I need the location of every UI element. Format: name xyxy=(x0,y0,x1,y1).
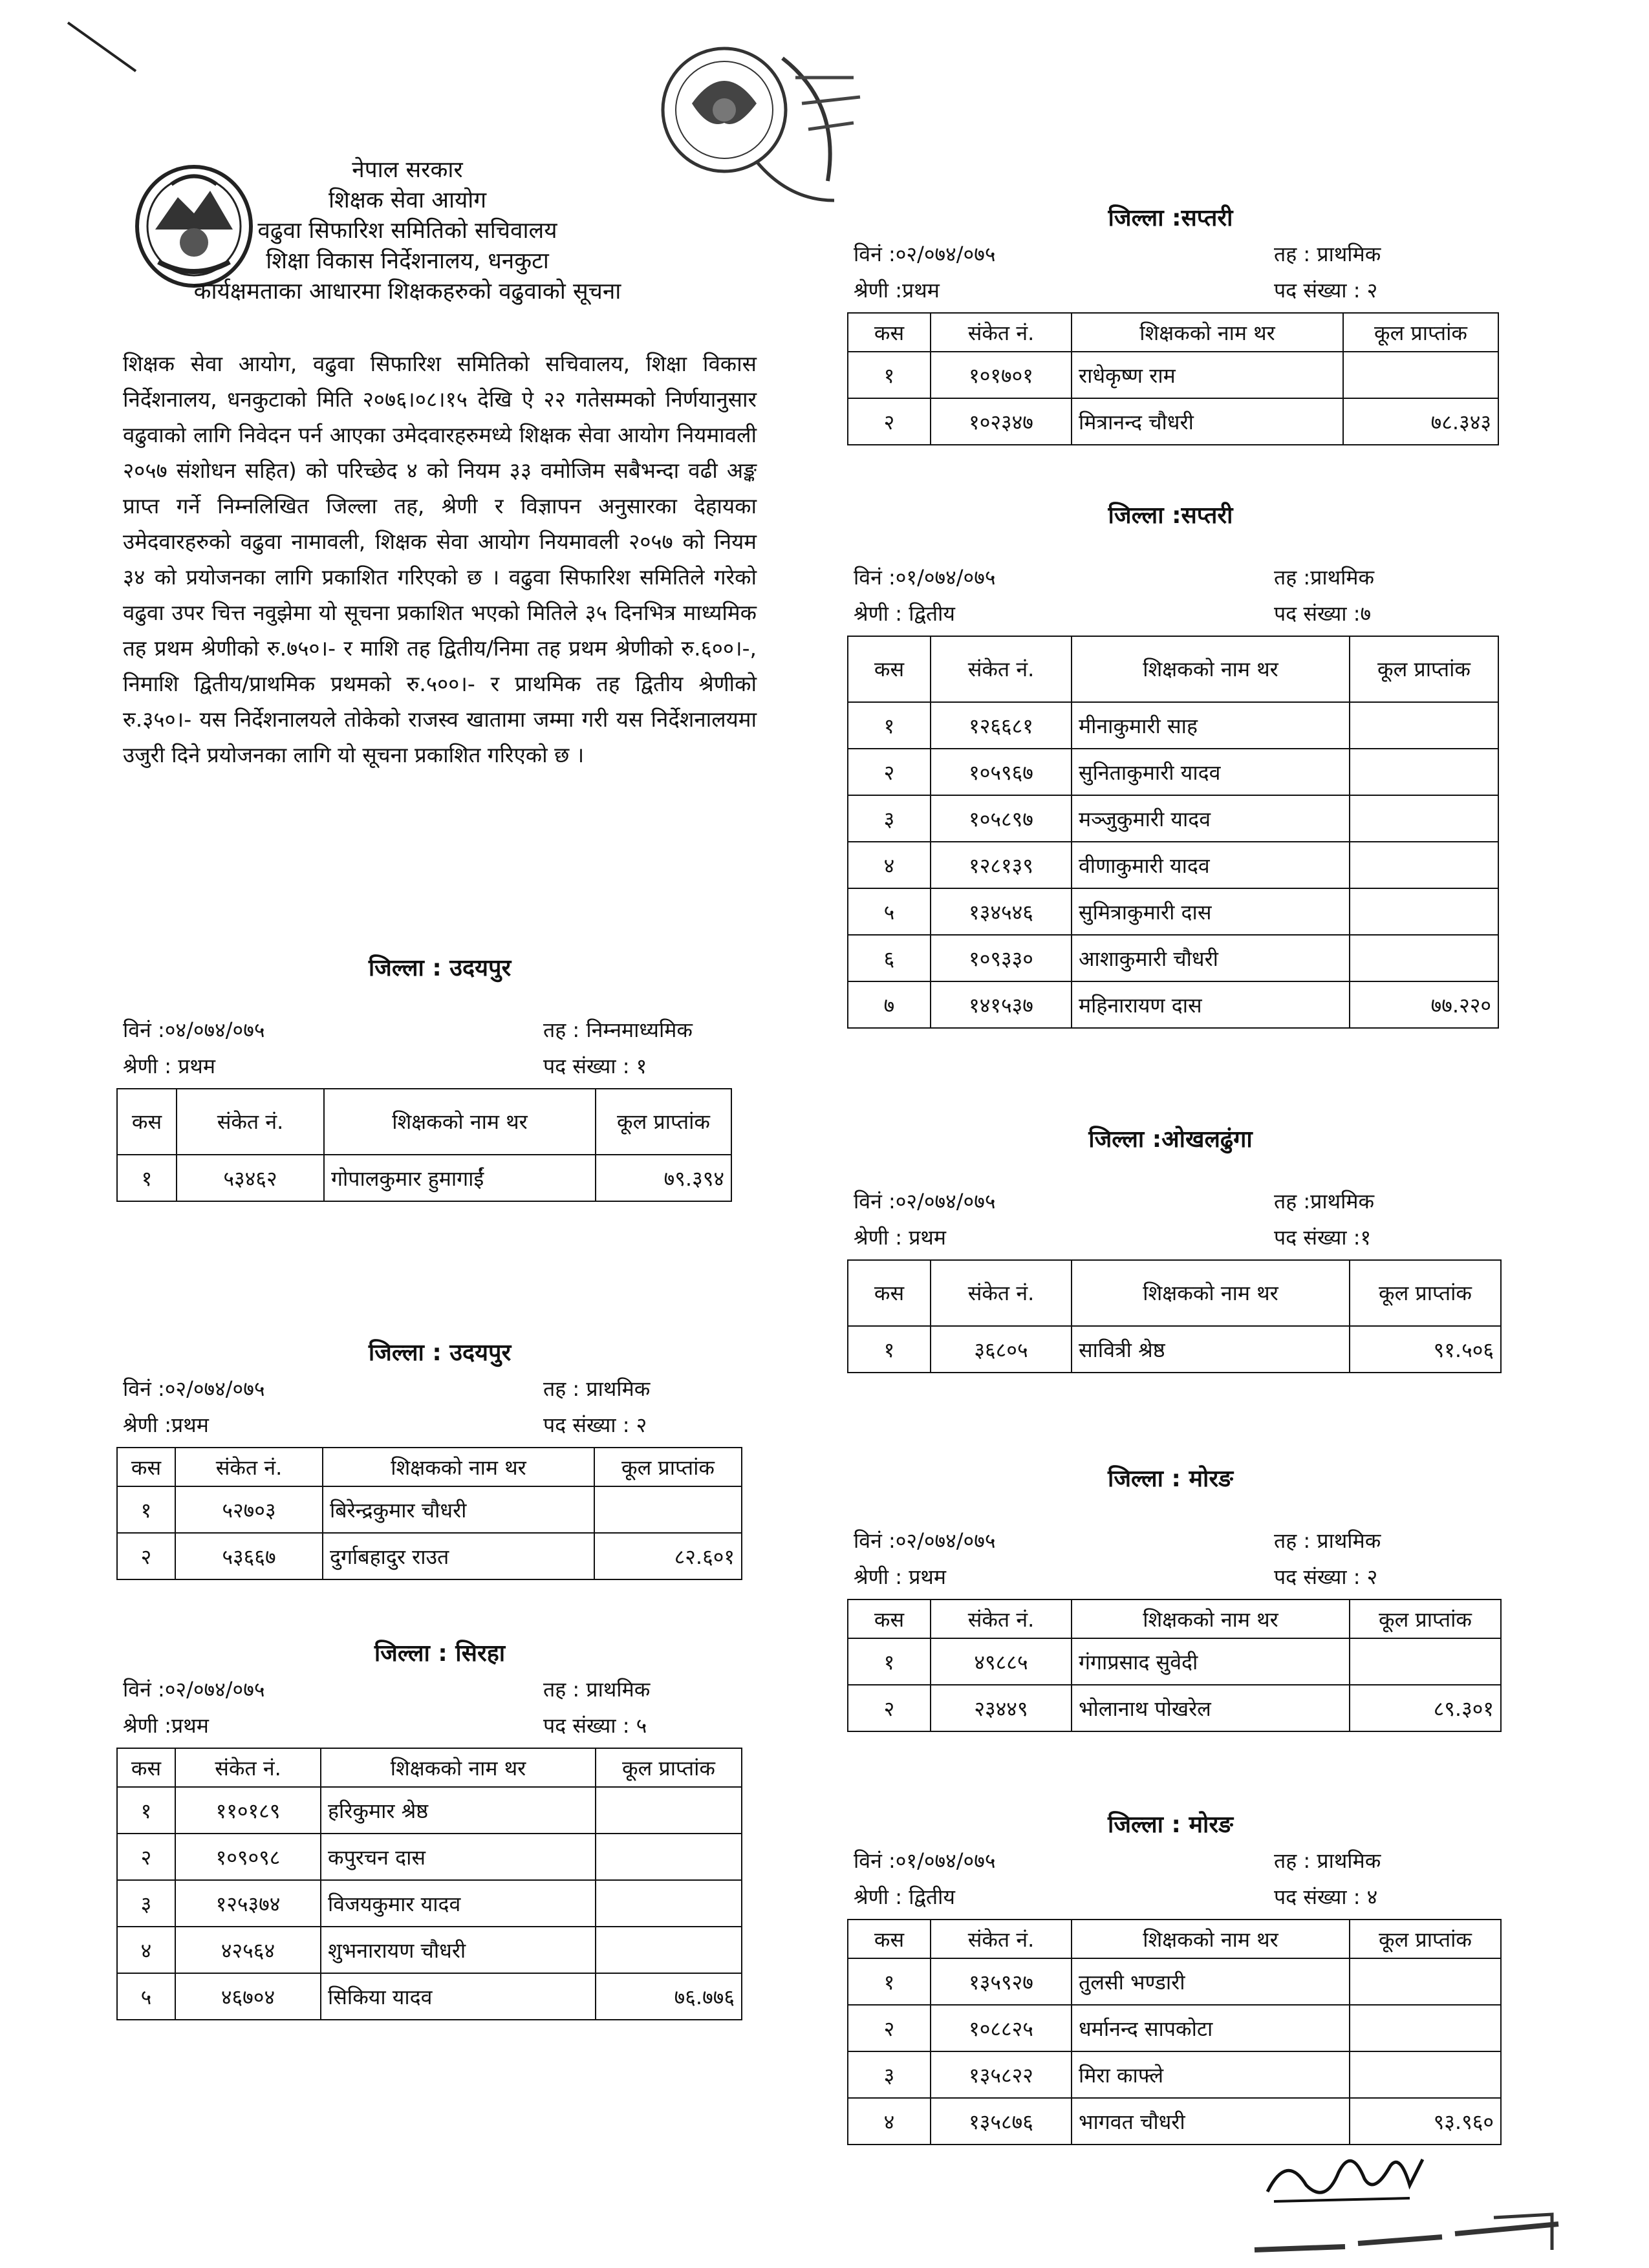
score-cell xyxy=(1350,2051,1501,2098)
serial-cell: २ xyxy=(117,1834,175,1880)
post-count: पद संख्या : २ xyxy=(1274,278,1378,303)
column-header-name: शिक्षकको नाम थर xyxy=(321,1748,596,1787)
table-row xyxy=(117,1973,742,2020)
score-cell xyxy=(596,1787,742,1834)
header-line-directorate: शिक्षा विकास निर्देशनालय, धनकुटा xyxy=(266,248,549,274)
code-cell: १३५८२२ xyxy=(931,2051,1072,2098)
post-count: पद संख्या :१ xyxy=(1274,1225,1372,1250)
table-row xyxy=(848,935,1498,981)
column-header-code: संकेत नं. xyxy=(175,1748,321,1787)
serial-cell: १ xyxy=(117,1155,177,1201)
promotion-table xyxy=(847,312,1499,445)
score-cell: ९१.५०६ xyxy=(1350,1326,1501,1373)
code-cell: १०५९६७ xyxy=(931,749,1072,795)
block-meta-row xyxy=(847,1843,1494,1879)
advert-number: विनं :०२/०७४/०७५ xyxy=(854,1189,996,1214)
header-line-government: नेपाल सरकार xyxy=(352,157,463,183)
score-cell xyxy=(596,1927,742,1973)
serial-cell: ७ xyxy=(848,981,931,1028)
table-header-row xyxy=(848,1599,1501,1638)
column-header-code: संकेत नं. xyxy=(931,1920,1072,1958)
column-header-code: संकेत नं. xyxy=(177,1089,324,1155)
serial-cell: २ xyxy=(848,398,931,445)
serial-cell: ५ xyxy=(117,1973,175,2020)
table-row xyxy=(848,795,1498,842)
table-row xyxy=(117,1927,742,1973)
column-header-score: कूल प्राप्तांक xyxy=(1350,1260,1501,1326)
table-row xyxy=(848,749,1498,795)
promotion-table xyxy=(116,1748,742,2020)
column-header-name: शिक्षकको नाम थर xyxy=(1072,636,1350,702)
table-row xyxy=(848,1326,1501,1373)
code-cell: १०२३४७ xyxy=(931,398,1072,445)
name-cell: महिनारायण दास xyxy=(1072,981,1350,1028)
table-row xyxy=(848,2051,1501,2098)
code-cell: १४१५३७ xyxy=(931,981,1072,1028)
level-label: तह : निम्नमाध्यमिक xyxy=(543,1018,693,1042)
serial-cell: ६ xyxy=(848,935,931,981)
level-label: तह : प्राथमिक xyxy=(1274,1848,1381,1873)
name-cell: भागवत चौधरी xyxy=(1072,2098,1350,2145)
score-cell xyxy=(1350,935,1498,981)
block-meta-row xyxy=(847,272,1494,308)
serial-cell: ४ xyxy=(848,2098,931,2145)
name-cell: सुमित्राकुमारी दास xyxy=(1072,888,1350,935)
block-meta-row xyxy=(847,1559,1494,1595)
column-header-name: शिक्षकको नाम थर xyxy=(324,1089,596,1155)
level-label: तह : प्राथमिक xyxy=(1274,242,1381,266)
post-count: पद संख्या :७ xyxy=(1274,601,1372,626)
block-meta-row xyxy=(847,1219,1494,1256)
code-cell: १३४५४६ xyxy=(931,888,1072,935)
table-row xyxy=(848,2005,1501,2051)
promotion-table xyxy=(116,1447,742,1580)
code-cell: १२५३७४ xyxy=(175,1880,321,1927)
name-cell: तुलसी भण्डारी xyxy=(1072,1958,1350,2005)
code-cell: ३६८०५ xyxy=(931,1326,1072,1373)
score-cell xyxy=(596,1880,742,1927)
district-block xyxy=(847,1461,1494,1732)
block-meta-row xyxy=(116,1048,763,1084)
column-header-code: संकेत नं. xyxy=(931,1260,1072,1326)
district-heading: जिल्ला : उदयपुर xyxy=(368,955,512,981)
serial-cell: ३ xyxy=(848,795,931,842)
code-cell: १०८८२५ xyxy=(931,2005,1072,2051)
block-meta-row xyxy=(847,595,1494,632)
column-header-score: कूल प्राप्तांक xyxy=(1350,1920,1501,1958)
table-header-row xyxy=(848,1920,1501,1958)
score-cell: ७७.२२० xyxy=(1350,981,1498,1028)
advert-number: विनं :०२/०७४/०७५ xyxy=(123,1677,265,1702)
score-cell: ७९.३९४ xyxy=(596,1155,731,1201)
block-meta-row xyxy=(847,1523,1494,1559)
district-heading: जिल्ला : सिरहा xyxy=(374,1640,506,1667)
block-meta-row xyxy=(116,1407,763,1443)
level-label: तह : प्राथमिक xyxy=(1274,1528,1381,1553)
serial-cell: १ xyxy=(117,1787,175,1834)
name-cell: सावित्री श्रेष्ठ xyxy=(1072,1326,1350,1373)
serial-cell: २ xyxy=(848,1685,931,1731)
serial-cell: ३ xyxy=(117,1880,175,1927)
column-header-score: कूल प्राप्तांक xyxy=(594,1448,742,1486)
column-header-serial: कस xyxy=(848,1920,931,1958)
table-row xyxy=(848,888,1498,935)
district-heading: जिल्ला : उदयपुर xyxy=(368,1340,512,1366)
code-cell: १२८१३९ xyxy=(931,842,1072,888)
table-row xyxy=(117,1787,742,1834)
code-cell: १०१७०१ xyxy=(931,352,1072,398)
score-cell xyxy=(596,1834,742,1880)
score-cell xyxy=(1343,352,1498,398)
table-header-row xyxy=(848,636,1498,702)
table-row xyxy=(848,702,1498,749)
column-header-name: शिक्षकको नाम थर xyxy=(1072,1599,1350,1638)
code-cell: ५३६६७ xyxy=(175,1533,323,1579)
district-block xyxy=(847,498,1494,1029)
column-header-serial: कस xyxy=(117,1089,177,1155)
name-cell: हरिकुमार श्रेष्ठ xyxy=(321,1787,596,1834)
grade-label: श्रेणी : प्रथम xyxy=(854,1225,946,1250)
column-header-name: शिक्षकको नाम थर xyxy=(1072,313,1343,352)
district-heading: जिल्ला : मोरङ xyxy=(1108,1812,1233,1838)
name-cell: मञ्जुकुमारी यादव xyxy=(1072,795,1350,842)
grade-label: श्रेणी : प्रथम xyxy=(123,1054,215,1078)
level-label: तह : प्राथमिक xyxy=(543,1677,651,1702)
column-header-name: शिक्षकको नाम थर xyxy=(1072,1260,1350,1326)
score-cell xyxy=(1350,702,1498,749)
advert-number: विनं :०२/०७४/०७५ xyxy=(854,242,996,266)
score-cell xyxy=(1350,1958,1501,2005)
score-cell xyxy=(1350,795,1498,842)
score-cell xyxy=(1350,749,1498,795)
name-cell: शुभनारायण चौधरी xyxy=(321,1927,596,1973)
code-cell: ४२५६४ xyxy=(175,1927,321,1973)
grade-label: श्रेणी : द्वितीय xyxy=(854,601,955,626)
block-meta-row xyxy=(116,1671,763,1707)
block-meta-row xyxy=(116,1371,763,1407)
column-header-score: कूल प्राप्तांक xyxy=(596,1748,742,1787)
grade-label: श्रेणी :प्रथम xyxy=(123,1413,209,1437)
table-row xyxy=(848,352,1498,398)
district-block xyxy=(847,1122,1494,1373)
score-cell: ८२.६०१ xyxy=(594,1533,742,1579)
name-cell: मीनाकुमारी साह xyxy=(1072,702,1350,749)
serial-cell: १ xyxy=(848,702,931,749)
table-header-row xyxy=(117,1089,731,1155)
header xyxy=(116,155,698,307)
column-header-score: कूल प्राप्तांक xyxy=(1350,636,1498,702)
column-header-serial: कस xyxy=(848,1599,931,1638)
district-heading: जिल्ला :ओखलढुंगा xyxy=(1088,1126,1253,1153)
table-row xyxy=(848,1958,1501,2005)
block-meta-row xyxy=(847,1879,1494,1915)
column-header-name: शिक्षकको नाम थर xyxy=(1072,1920,1350,1958)
code-cell: १३५९२७ xyxy=(931,1958,1072,2005)
table-header-row xyxy=(848,1260,1501,1326)
advert-number: विनं :०४/०७४/०७५ xyxy=(123,1018,265,1042)
bottom-stamp xyxy=(1248,2211,1571,2263)
grade-label: श्रेणी :प्रथम xyxy=(854,278,940,303)
score-cell: ८९.३०१ xyxy=(1350,1685,1501,1731)
column-header-score: कूल प्राप्तांक xyxy=(596,1089,731,1155)
name-cell: मिरा काफ्ले xyxy=(1072,2051,1350,2098)
district-block xyxy=(847,200,1494,445)
district-heading: जिल्ला : मोरङ xyxy=(1108,1466,1233,1492)
score-cell: ७६.७७६ xyxy=(596,1973,742,2020)
code-cell: ११०१८९ xyxy=(175,1787,321,1834)
block-meta-row xyxy=(847,1183,1494,1219)
name-cell: विजयकुमार यादव xyxy=(321,1880,596,1927)
grade-label: श्रेणी : द्वितीय xyxy=(854,1885,955,1909)
code-cell: १०५८९७ xyxy=(931,795,1072,842)
score-cell: ७८.३४३ xyxy=(1343,398,1498,445)
advert-number: विनं :०१/०७४/०७५ xyxy=(854,565,996,590)
column-header-code: संकेत नं. xyxy=(931,1599,1072,1638)
table-row xyxy=(848,398,1498,445)
level-label: तह : प्राथमिक xyxy=(543,1376,651,1401)
table-header-row xyxy=(117,1748,742,1787)
table-row xyxy=(117,1880,742,1927)
name-cell: सुनिताकुमारी यादव xyxy=(1072,749,1350,795)
district-block xyxy=(116,1636,763,2020)
name-cell: धर्मानन्द सापकोटा xyxy=(1072,2005,1350,2051)
name-cell: वीणाकुमारी यादव xyxy=(1072,842,1350,888)
column-header-code: संकेत नं. xyxy=(931,313,1072,352)
column-header-code: संकेत नं. xyxy=(931,636,1072,702)
advert-number: विनं :०२/०७४/०७५ xyxy=(854,1528,996,1553)
serial-cell: २ xyxy=(848,749,931,795)
code-cell: ५२७०३ xyxy=(175,1486,323,1533)
post-count: पद संख्या : ४ xyxy=(1274,1885,1378,1909)
block-meta-row xyxy=(116,1707,763,1744)
code-cell: २३४४९ xyxy=(931,1685,1072,1731)
code-cell: १०९०९८ xyxy=(175,1834,321,1880)
column-header-serial: कस xyxy=(848,636,931,702)
advert-number: विनं :०१/०७४/०७५ xyxy=(854,1848,996,1873)
code-cell: १०९३३० xyxy=(931,935,1072,981)
column-header-serial: कस xyxy=(848,1260,931,1326)
serial-cell: २ xyxy=(117,1533,175,1579)
column-header-serial: कस xyxy=(117,1448,175,1486)
block-meta-row xyxy=(116,1012,763,1048)
column-header-serial: कस xyxy=(848,313,931,352)
code-cell: ४६७०४ xyxy=(175,1973,321,2020)
post-count: पद संख्या : २ xyxy=(543,1413,647,1437)
name-cell: सिकिया यादव xyxy=(321,1973,596,2020)
level-label: तह :प्राथमिक xyxy=(1274,565,1375,590)
column-header-serial: कस xyxy=(117,1748,175,1787)
advert-number: विनं :०२/०७४/०७५ xyxy=(123,1376,265,1401)
serial-cell: ५ xyxy=(848,888,931,935)
code-cell: १२६६८१ xyxy=(931,702,1072,749)
name-cell: बिरेन्द्रकुमार चौधरी xyxy=(323,1486,594,1533)
notice-paragraph: शिक्षक सेवा आयोग, वढुवा सिफारिश समितिको सचिवालय, शिक्षा विकास निर्देशनालय, धनकुटाको मिति २०७६।०८।१५ देखि ऐ २२ गतेसम्मको निर्णयानुसार वढुवाको लागि निवेदन पर्न आएका उमेदवारहरुमध्ये शिक्षक सेवा आयोग नियमावली २०५७ संशोधन सहित) को परिच्छेद ४ को नियम ३३ वमोजिम सबैभन्दा वढी अङ्क प्राप्त गर्ने निम्नलिखित जिल्ला तह, श्रेणी र विज्ञापन अनुसारका देहायका उमेदवारहरुको वढुवा नामावली, शिक्षक सेवा आयोग नियमावली २०५७ को नियम ३४ को प्रयोजनका लागि प्रकाशित गरिएको छ । वढुवा सिफारिश समितिले गरेको वढुवा उपर चित्त नवुझेमा यो सूचना प्रकाशित भएको मितिले ३५ दिनभित्र माध्यमिक तह प्रथम श्रेणीको रु.७५०।- र माशि तह द्वितीय/निमा तह प्रथम श्रेणीको रु.६००।-, निमाशि द्वितीय/प्राथमिक प्रथमको रु.५००।- र प्राथमिक तह द्वितीय श्रेणीको रु.३५०।- यस निर्देशनालयले तोकेको राजस्व खातामा जम्मा गरी यस निर्देशनालयमा उजुरी दिने प्रयोजनका लागि यो सूचना प्रकाशित गरिएको छ । xyxy=(123,351,757,767)
name-cell: कपुरचन दास xyxy=(321,1834,596,1880)
post-count: पद संख्या : २ xyxy=(1274,1565,1378,1589)
district-heading: जिल्ला :सप्तरी xyxy=(1108,502,1233,529)
table-row xyxy=(117,1834,742,1880)
district-heading: जिल्ला :सप्तरी xyxy=(1108,205,1233,231)
score-cell xyxy=(1350,1638,1501,1685)
table-row xyxy=(117,1486,742,1533)
name-cell: भोलानाथ पोखरेल xyxy=(1072,1685,1350,1731)
header-line-secretariat: वढुवा सिफारिश समितिको सचिवालय xyxy=(257,218,557,244)
promotion-table xyxy=(116,1088,732,1202)
table-row xyxy=(848,1685,1501,1731)
code-cell: ५३४६२ xyxy=(177,1155,324,1201)
grade-label: श्रेणी :प्रथम xyxy=(123,1713,209,1738)
serial-cell: २ xyxy=(848,2005,931,2051)
header-line-notice-title: कार्यक्षमताका आधारमा शिक्षकहरुको वढुवाको सूचना xyxy=(193,279,621,305)
promotion-table xyxy=(847,636,1499,1029)
table-header-row xyxy=(117,1448,742,1486)
serial-cell: ४ xyxy=(117,1927,175,1973)
header-line-commission: शिक्षक सेवा आयोग xyxy=(328,187,487,213)
score-cell xyxy=(594,1486,742,1533)
level-label: तह :प्राथमिक xyxy=(1274,1189,1375,1214)
table-header-row xyxy=(848,313,1498,352)
score-cell: ९३.९६० xyxy=(1350,2098,1501,2145)
serial-cell: ३ xyxy=(848,2051,931,2098)
serial-cell: १ xyxy=(848,1326,931,1373)
code-cell: ४९८८५ xyxy=(931,1638,1072,1685)
name-cell: राधेकृष्ण राम xyxy=(1072,352,1343,398)
promotion-table xyxy=(847,1599,1502,1732)
block-meta-row xyxy=(847,236,1494,272)
serial-cell: ४ xyxy=(848,842,931,888)
score-cell xyxy=(1350,842,1498,888)
table-row xyxy=(848,2098,1501,2145)
name-cell: मित्रानन्द चौधरी xyxy=(1072,398,1343,445)
district-block xyxy=(847,1807,1494,2145)
code-cell: १३५८७६ xyxy=(931,2098,1072,2145)
serial-cell: १ xyxy=(117,1486,175,1533)
promotion-table xyxy=(847,1919,1502,2145)
serial-cell: १ xyxy=(848,1958,931,2005)
column-header-score: कूल प्राप्तांक xyxy=(1343,313,1498,352)
district-block xyxy=(116,950,763,1202)
block-meta-row xyxy=(847,559,1494,595)
name-cell: दुर्गाबहादुर राउत xyxy=(323,1533,594,1579)
name-cell: आशाकुमारी चौधरी xyxy=(1072,935,1350,981)
table-row xyxy=(117,1155,731,1201)
post-count: पद संख्या : १ xyxy=(543,1054,647,1078)
serial-cell: १ xyxy=(848,352,931,398)
table-row xyxy=(117,1533,742,1579)
corner-mark xyxy=(65,19,142,78)
promotion-table xyxy=(847,1259,1502,1373)
column-header-name: शिक्षकको नाम थर xyxy=(323,1448,594,1486)
signature xyxy=(1261,2140,1429,2211)
table-row xyxy=(848,981,1498,1028)
score-cell xyxy=(1350,888,1498,935)
score-cell xyxy=(1350,2005,1501,2051)
name-cell: गोपालकुमार हुमागाईं xyxy=(324,1155,596,1201)
grade-label: श्रेणी : प्रथम xyxy=(854,1565,946,1589)
table-row xyxy=(848,842,1498,888)
column-header-code: संकेत नं. xyxy=(175,1448,323,1486)
serial-cell: १ xyxy=(848,1638,931,1685)
column-header-score: कूल प्राप्तांक xyxy=(1350,1599,1501,1638)
post-count: पद संख्या : ५ xyxy=(543,1713,647,1738)
table-row xyxy=(848,1638,1501,1685)
name-cell: गंगाप्रसाद सुवेदी xyxy=(1072,1638,1350,1685)
district-block xyxy=(116,1335,763,1580)
